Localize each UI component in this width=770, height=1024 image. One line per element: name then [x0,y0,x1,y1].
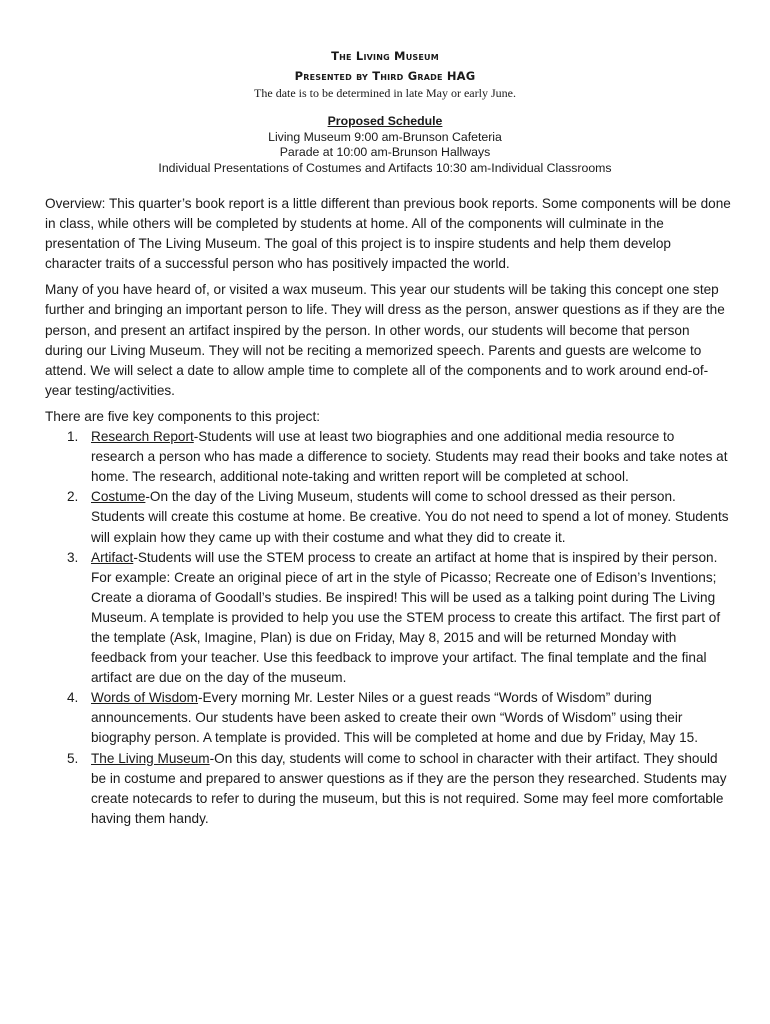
list-item [45,548,731,689]
list-number: 4. [67,690,79,706]
document-subtitle: Presented by Third Grade HAG [294,69,476,83]
component-name: Costume [91,489,146,505]
list-item [45,427,731,487]
document-title: The Living Museum [331,49,439,63]
list-number: 5. [67,750,79,766]
component-name: Words of Wisdom [91,690,199,706]
schedule-item: Living Museum 9:00 am-Brunson Cafeteria [268,129,502,144]
schedule-heading: Proposed Schedule [327,114,443,128]
component-text: -Students will use at least two biographies and one additional media resource to research a person who has made a difference to society. Students may read their books and take notes at home. The research, additional note-taking and written report will be completed at school. [91,429,728,485]
schedule-item: Parade at 10:00 am-Brunson Hallways [279,145,491,160]
schedule-item: Individual Presentations of Costumes and Artifacts 10:30 am-Individual Classrooms [158,160,612,175]
component-text: -Students will use the STEM process to create an artifact at home that is inspired by their person. For example: Create an original piece of art in the style of Picasso; Recreate one of Edison’s Inventions; Create a diorama of Goodall’s studies. Be inspired! This will be used as a talking point during The Living Museum. A template is provided to help you use the STEM process to create this artifact. The first part of the template (Ask, Imagine, Plan) is due on Friday, May 8, 2015 and will be returned Monday with feedback from your teacher. Use this feedback to improve your artifact. The final template and the final artifact are due on the day of the museum. [91,549,721,686]
component-text: -On the day of the Living Museum, students will come to school dressed as their person. Students will create this costume at home. Be creative. You do not need to spend a lot of money. Students will explain how they came up with their costume and what they did to create it. [91,489,729,545]
component-name: The Living Museum [91,750,210,766]
document-header [0,46,770,176]
date-note: The date is to be determined in late May or early June. [254,86,516,100]
list-item [45,688,731,748]
list-number: 1. [67,429,79,445]
components-intro: There are five key components to this project: [45,408,321,424]
component-name: Research Report [91,429,194,445]
component-text: -On this day, students will come to school in character with their artifact. They should be in costume and prepared to answer questions as if they are the person they researched. Students may create notecards to refer to during the museum, but this is not required. Some may feel more comfortable having them handy. [91,750,727,826]
proposed-schedule [0,114,770,176]
component-name: Artifact [91,549,134,565]
overview-paragraph: Overview: This quarter’s book report is a little different than previous book reports. Some components will be done in class, while others will be completed by students at home. All of the components will culminate in the presentation of The Living Museum. The goal of this project is to inspire students and help them develop character traits of a successful person who has positively impacted the world. [45,196,731,272]
wax-museum-paragraph: Many of you have heard of, or visited a wax museum. This year our students will be taking this concept one step further and bringing an important person to life. They will dress as the person, answer questions as if they are the person, and present an artifact inspired by the person. In other words, our students will become that person during our Living Museum. They will not be reciting a memorized speech. Parents and guests are welcome to attend. We will select a date to allow ample time to complete all of the components and to work around end-of-year testing/activities. [45,282,725,398]
component-text: -Every morning Mr. Lester Niles or a guest reads “Words of Wisdom” during announcements. Our students have been asked to create their own “Words of Wisdom” using their biography person. A template is provided. This will be completed at home and due by Friday, May 15. [91,690,699,746]
list-item [45,749,731,829]
components-list [45,427,731,829]
list-number: 2. [67,489,79,505]
list-item [45,487,731,547]
document-body [45,194,731,829]
list-number: 3. [67,549,79,565]
